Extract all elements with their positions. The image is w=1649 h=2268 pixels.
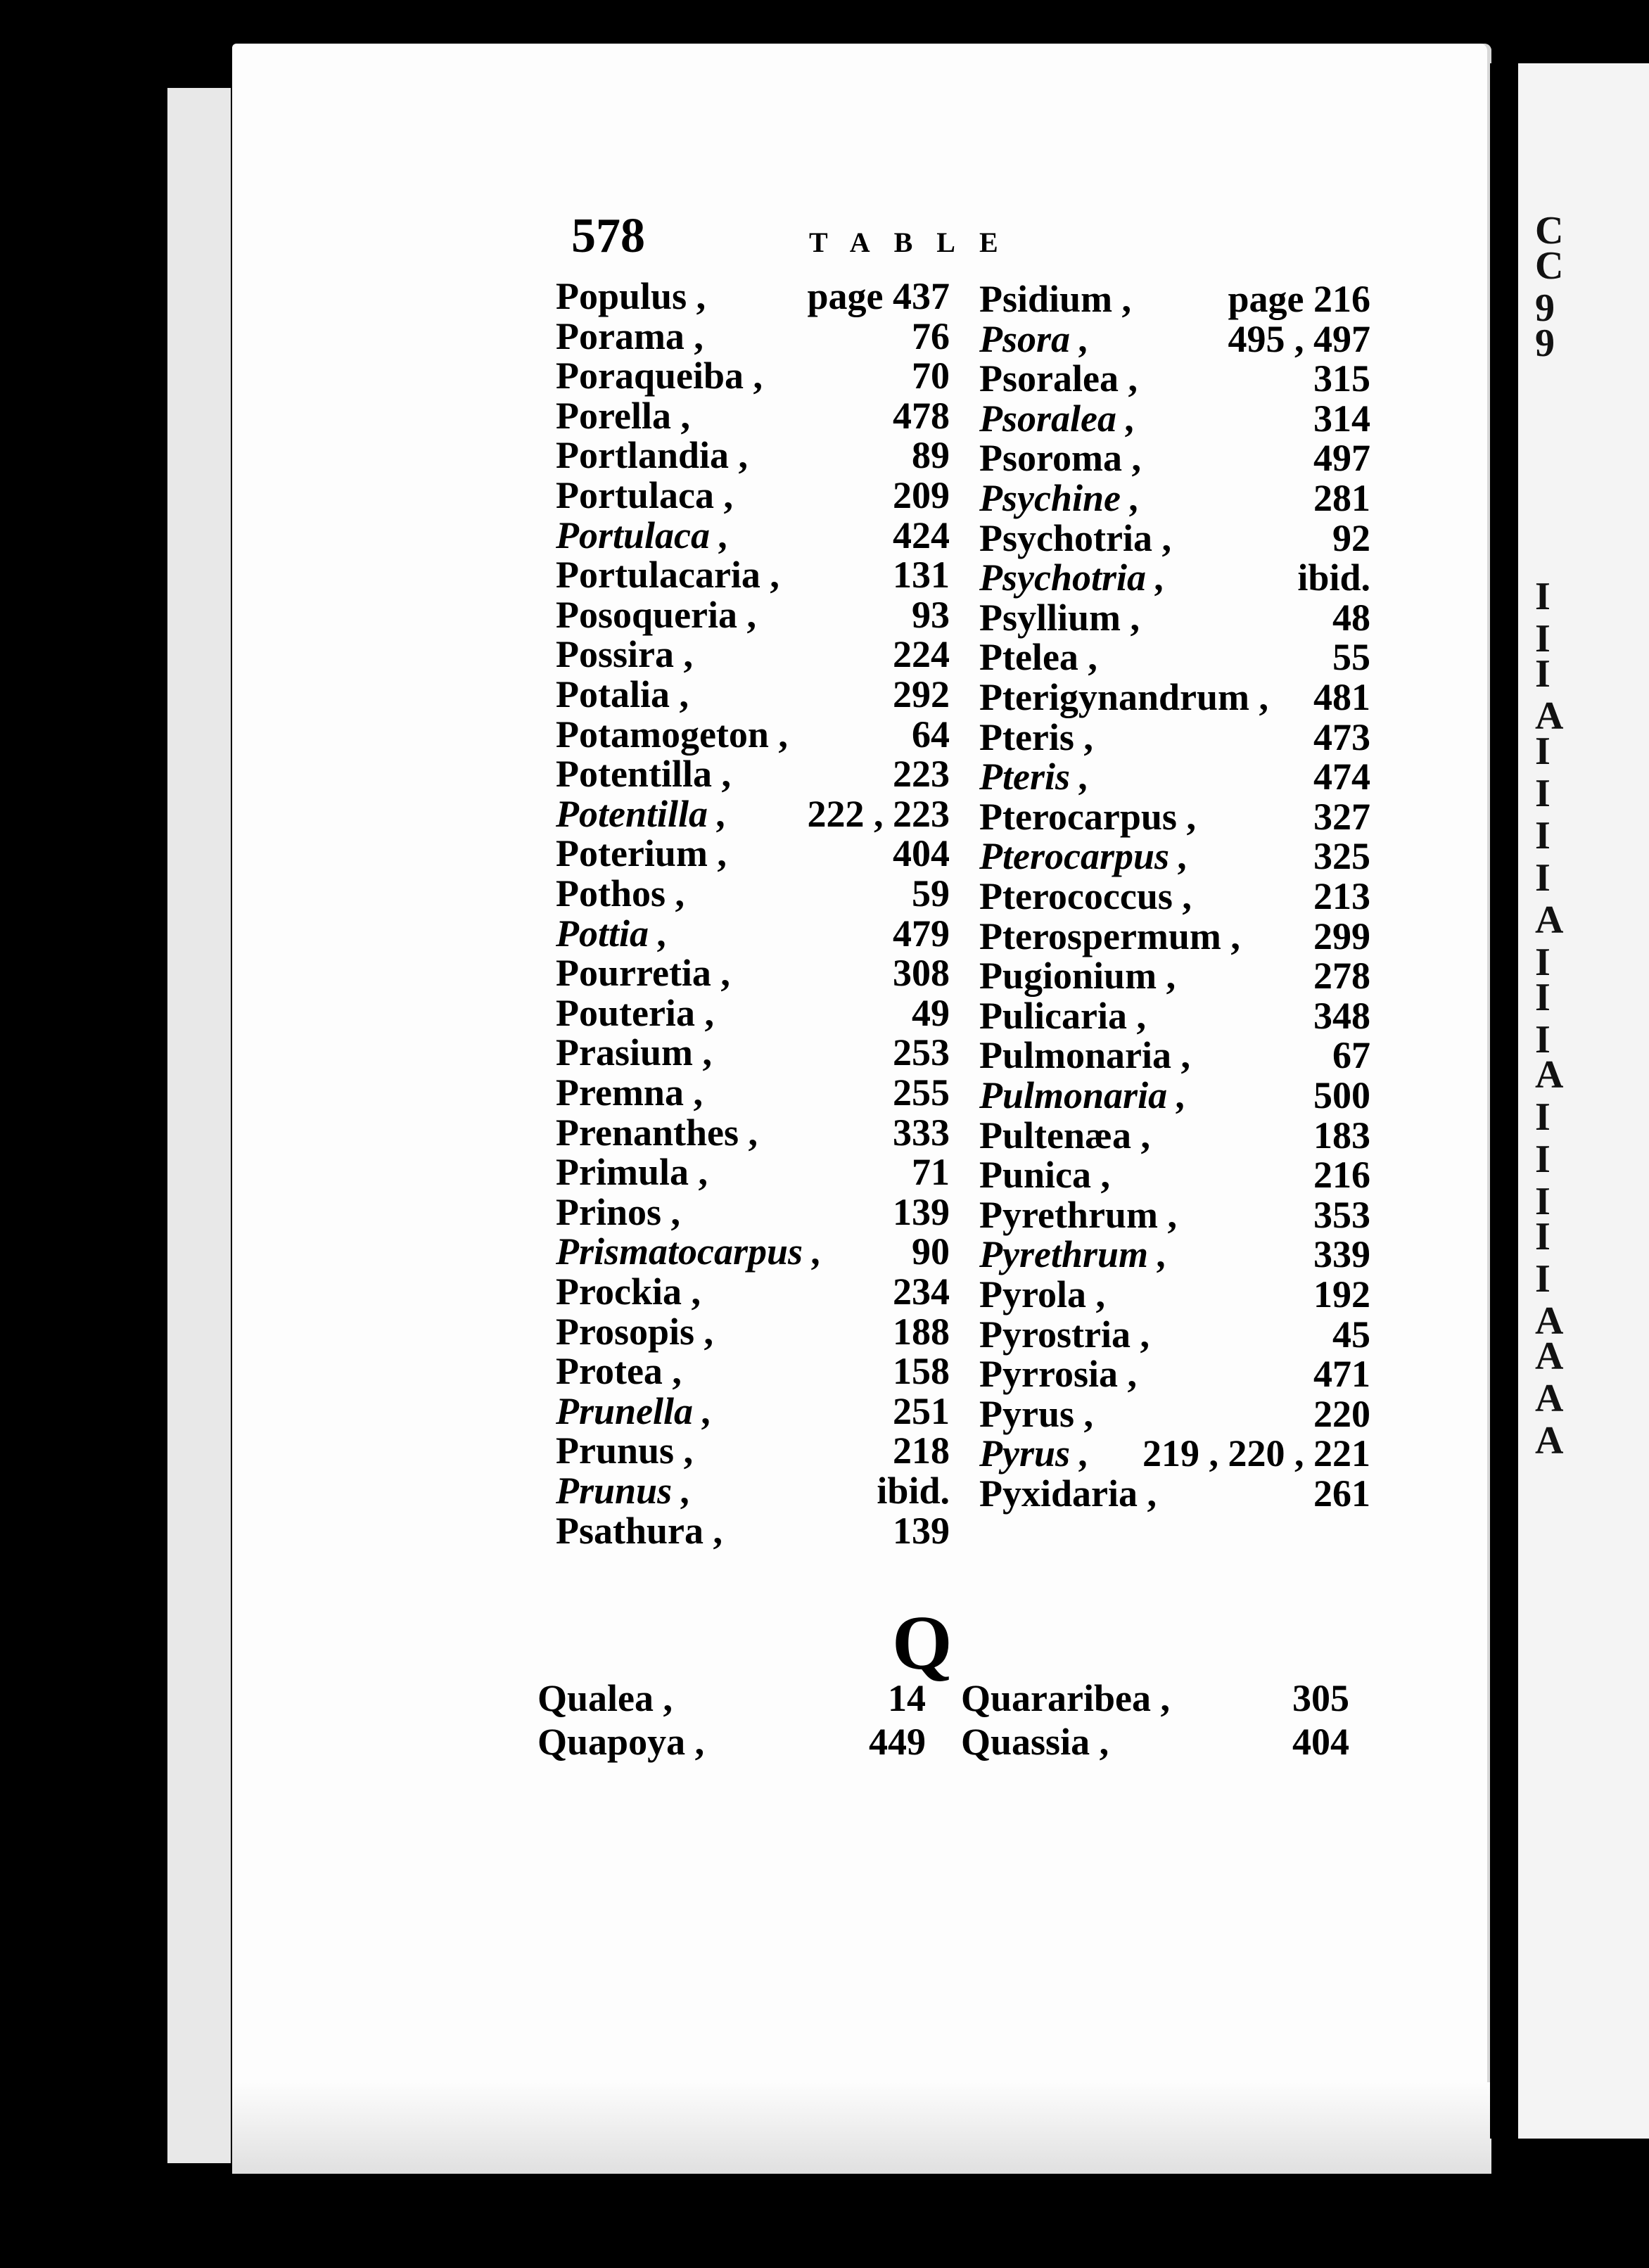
facing-page-fragment: I bbox=[1535, 976, 1551, 1019]
entry-name: Punica , bbox=[979, 1154, 1111, 1197]
facing-page-fragment: I bbox=[1535, 941, 1551, 984]
index-entry bbox=[979, 1234, 1370, 1275]
index-entry bbox=[556, 276, 950, 317]
entry-page: 209 bbox=[893, 474, 950, 516]
entry-name: Pottia , bbox=[556, 912, 668, 955]
facing-page-fragment: A bbox=[1535, 898, 1564, 942]
entry-page: 474 bbox=[1313, 756, 1370, 798]
entry-page: 251 bbox=[893, 1389, 950, 1432]
entry-name: Premna , bbox=[556, 1071, 703, 1114]
entry-name: Pterospermum , bbox=[979, 915, 1240, 957]
entry-name: Pourretia , bbox=[556, 952, 730, 995]
index-entry bbox=[979, 279, 1370, 319]
entry-name: Pyrethrum , bbox=[979, 1233, 1168, 1276]
index-entry bbox=[556, 993, 950, 1033]
entry-page: 424 bbox=[893, 514, 950, 556]
entry-name: Qualea , bbox=[537, 1677, 673, 1719]
entry-page: 478 bbox=[893, 394, 950, 437]
entry-name: Psoralea , bbox=[979, 357, 1138, 400]
index-entry bbox=[979, 1075, 1370, 1116]
entry-name: Prismatocarpus , bbox=[556, 1230, 822, 1273]
index-entry bbox=[556, 1510, 950, 1551]
entry-page: 339 bbox=[1313, 1233, 1370, 1276]
entry-name: Pyrus , bbox=[979, 1392, 1093, 1435]
index-entry bbox=[556, 1152, 950, 1192]
index-entry bbox=[979, 836, 1370, 877]
index-entry bbox=[979, 358, 1370, 399]
index-entry bbox=[556, 435, 950, 476]
entry-name: Prunella , bbox=[556, 1389, 713, 1432]
index-entry bbox=[556, 634, 950, 675]
entry-page: 93 bbox=[912, 593, 950, 636]
entry-page: 333 bbox=[893, 1111, 950, 1154]
entry-name: Protea , bbox=[556, 1350, 682, 1393]
index-entry bbox=[556, 1032, 950, 1073]
entry-name: Psychotria , bbox=[979, 556, 1165, 599]
entry-page: 131 bbox=[893, 554, 950, 597]
entry-name: Portlandia , bbox=[556, 434, 749, 477]
facing-page-fragment: I bbox=[1535, 1215, 1551, 1259]
index-entry bbox=[979, 1194, 1370, 1235]
entry-name: Prosopis , bbox=[556, 1310, 714, 1353]
facing-page-fragment: I bbox=[1535, 1180, 1551, 1223]
facing-page-fragment: I bbox=[1535, 730, 1551, 773]
index-entry bbox=[556, 794, 950, 834]
entry-page: 353 bbox=[1313, 1193, 1370, 1236]
index-entry bbox=[979, 518, 1370, 559]
index-entry bbox=[537, 1721, 926, 1762]
index-entry bbox=[979, 677, 1370, 718]
entry-page: 325 bbox=[1313, 835, 1370, 878]
entry-name: Quassia , bbox=[961, 1721, 1109, 1763]
facing-page-fragment: I bbox=[1535, 1018, 1551, 1062]
entry-page: 278 bbox=[1313, 955, 1370, 998]
entry-name: Pterocarpus , bbox=[979, 835, 1188, 878]
entry-name: Porama , bbox=[556, 314, 703, 357]
entry-name: Ptelea , bbox=[979, 636, 1097, 679]
entry-page: 92 bbox=[1332, 516, 1370, 559]
index-entry bbox=[556, 475, 950, 516]
entry-name: Poraqueiba , bbox=[556, 355, 763, 397]
facing-page-fragment: A bbox=[1535, 1299, 1564, 1343]
index-entry bbox=[556, 1271, 950, 1312]
entry-page: 224 bbox=[893, 633, 950, 676]
entry-name: Psora , bbox=[979, 317, 1090, 360]
entry-page: 219 , 220 , 221 bbox=[1142, 1432, 1370, 1475]
index-entry bbox=[537, 1678, 926, 1719]
entry-name: Pothos , bbox=[556, 872, 685, 915]
entry-name: Psathura , bbox=[556, 1509, 723, 1552]
index-entry bbox=[979, 955, 1370, 996]
entry-page: 234 bbox=[893, 1270, 950, 1313]
entry-page: page 437 bbox=[807, 275, 950, 317]
index-entry bbox=[979, 398, 1370, 439]
index-entry bbox=[556, 1192, 950, 1232]
entry-name: Possira , bbox=[556, 633, 693, 676]
facing-page-fragment: I bbox=[1535, 617, 1551, 661]
entry-name: Pteris , bbox=[979, 715, 1093, 758]
entry-page: 314 bbox=[1313, 397, 1370, 440]
entry-name: Pulmonaria , bbox=[979, 1034, 1191, 1077]
facing-page-fragment: I bbox=[1535, 814, 1551, 858]
index-entry bbox=[556, 1072, 950, 1113]
entry-name: Prunus , bbox=[556, 1470, 692, 1512]
entry-page: 48 bbox=[1332, 596, 1370, 639]
entry-page: 495 , 497 bbox=[1228, 317, 1370, 360]
index-entry bbox=[556, 594, 950, 635]
index-entry bbox=[979, 717, 1370, 758]
entry-name: Pterocarpus , bbox=[979, 795, 1196, 838]
entry-page: 220 bbox=[1313, 1392, 1370, 1435]
facing-page-fragment: 9 bbox=[1535, 286, 1555, 330]
index-entry bbox=[979, 637, 1370, 677]
entry-name: Quararibea , bbox=[961, 1677, 1170, 1719]
index-entry bbox=[979, 1433, 1370, 1474]
entry-page: 158 bbox=[893, 1350, 950, 1393]
book-gutter bbox=[1490, 63, 1518, 2139]
entry-page: 327 bbox=[1313, 795, 1370, 838]
index-entry bbox=[556, 714, 950, 755]
entry-name: Portulaca , bbox=[556, 474, 733, 516]
index-entry bbox=[556, 554, 950, 595]
entry-name: Psyllium , bbox=[979, 596, 1140, 639]
entry-page: 213 bbox=[1313, 875, 1370, 917]
entry-name: Pterigynandrum , bbox=[979, 676, 1268, 718]
entry-name: Prockia , bbox=[556, 1270, 701, 1313]
index-entry bbox=[961, 1721, 1349, 1762]
facing-page-fragment: A bbox=[1535, 694, 1564, 738]
entry-name: Pyrostria , bbox=[979, 1313, 1150, 1356]
facing-page-fragment: I bbox=[1535, 575, 1551, 618]
entry-name: Portulaca , bbox=[556, 514, 730, 556]
page-heading: TABLE bbox=[809, 227, 1022, 258]
entry-name: Pulicaria , bbox=[979, 994, 1146, 1037]
index-entry bbox=[556, 1351, 950, 1391]
index-entry bbox=[979, 319, 1370, 359]
index-entry bbox=[556, 395, 950, 436]
facing-page-fragment: A bbox=[1535, 1053, 1564, 1097]
entry-page: 64 bbox=[912, 713, 950, 756]
entry-page: ibid. bbox=[877, 1470, 950, 1512]
facing-page-fragment: I bbox=[1535, 856, 1551, 900]
entry-page: 139 bbox=[893, 1190, 950, 1233]
facing-page-fragment: I bbox=[1535, 652, 1551, 696]
entry-page: 139 bbox=[893, 1509, 950, 1552]
entry-page: 253 bbox=[893, 1031, 950, 1074]
entry-name: Pyrus , bbox=[979, 1432, 1090, 1475]
index-entry bbox=[979, 1473, 1370, 1514]
index-entry bbox=[556, 833, 950, 874]
index-entry bbox=[556, 316, 950, 357]
entry-page: 404 bbox=[1292, 1721, 1349, 1763]
entry-page: 45 bbox=[1332, 1313, 1370, 1356]
index-entry bbox=[979, 557, 1370, 598]
entry-page: 76 bbox=[912, 314, 950, 357]
entry-page: 14 bbox=[888, 1677, 926, 1719]
index-entry bbox=[556, 515, 950, 556]
page-bottom-shadow bbox=[232, 2082, 1491, 2174]
entry-name: Psoralea , bbox=[979, 397, 1135, 440]
entry-name: Prinos , bbox=[556, 1190, 681, 1233]
entry-name: Primula , bbox=[556, 1151, 708, 1194]
entry-name: Porella , bbox=[556, 394, 690, 437]
index-entry bbox=[556, 1311, 950, 1352]
index-entry bbox=[979, 916, 1370, 957]
entry-page: 479 bbox=[893, 912, 950, 955]
index-entry bbox=[979, 1314, 1370, 1355]
entry-page: 192 bbox=[1313, 1273, 1370, 1315]
entry-name: Populus , bbox=[556, 275, 706, 317]
entry-name: Pyrrosia , bbox=[979, 1353, 1137, 1396]
index-entry bbox=[979, 478, 1370, 518]
entry-name: Pyrola , bbox=[979, 1273, 1105, 1315]
entry-page: page 216 bbox=[1228, 278, 1370, 320]
entry-page: 183 bbox=[1313, 1114, 1370, 1157]
index-entry bbox=[979, 995, 1370, 1036]
index-entry bbox=[979, 1035, 1370, 1076]
index-entry bbox=[556, 753, 950, 794]
entry-page: 261 bbox=[1313, 1472, 1370, 1515]
index-entry bbox=[979, 1394, 1370, 1434]
book-edge bbox=[167, 88, 231, 2163]
entry-name: Pteris , bbox=[979, 756, 1089, 798]
index-entry bbox=[556, 1470, 950, 1511]
entry-page: 481 bbox=[1313, 676, 1370, 718]
entry-page: ibid. bbox=[1297, 556, 1370, 599]
index-entry bbox=[979, 876, 1370, 917]
entry-page: 292 bbox=[893, 673, 950, 715]
facing-page bbox=[1518, 63, 1649, 2139]
entry-page: 70 bbox=[912, 355, 950, 397]
entry-page: 49 bbox=[912, 991, 950, 1034]
entry-name: Psychotria , bbox=[979, 516, 1171, 559]
index-entry bbox=[556, 913, 950, 954]
entry-page: 308 bbox=[893, 952, 950, 995]
entry-name: Pyxidaria , bbox=[979, 1472, 1157, 1515]
entry-page: 348 bbox=[1313, 994, 1370, 1037]
entry-name: Posoqueria , bbox=[556, 593, 757, 636]
entry-page: 216 bbox=[1313, 1154, 1370, 1197]
index-entry bbox=[979, 1154, 1370, 1195]
facing-page-fragment: A bbox=[1535, 1419, 1564, 1463]
facing-page-fragment: 9 bbox=[1535, 321, 1555, 365]
entry-page: 473 bbox=[1313, 715, 1370, 758]
index-entry bbox=[979, 756, 1370, 797]
entry-page: 497 bbox=[1313, 437, 1370, 480]
entry-name: Prasium , bbox=[556, 1031, 712, 1074]
entry-page: 281 bbox=[1313, 477, 1370, 519]
entry-name: Prunus , bbox=[556, 1429, 694, 1472]
index-entry bbox=[979, 1115, 1370, 1156]
entry-name: Pyrethrum , bbox=[979, 1193, 1177, 1236]
entry-name: Potentilla , bbox=[556, 792, 727, 835]
index-entry bbox=[556, 953, 950, 993]
index-entry bbox=[556, 1391, 950, 1432]
entry-name: Pultenæa , bbox=[979, 1114, 1150, 1157]
entry-name: Pouteria , bbox=[556, 991, 714, 1034]
entry-name: Psychine , bbox=[979, 477, 1140, 519]
index-entry bbox=[979, 1353, 1370, 1394]
entry-page: 67 bbox=[1332, 1034, 1370, 1077]
facing-page-fragment: C bbox=[1535, 209, 1564, 253]
entry-name: Potentilla , bbox=[556, 753, 731, 796]
entry-page: 305 bbox=[1292, 1677, 1349, 1719]
index-entry bbox=[979, 438, 1370, 478]
entry-page: 255 bbox=[893, 1071, 950, 1114]
entry-page: 89 bbox=[912, 434, 950, 477]
entry-name: Quapoya , bbox=[537, 1721, 705, 1763]
facing-page-fragment: I bbox=[1535, 1257, 1551, 1301]
facing-page-fragment: I bbox=[1535, 1138, 1551, 1181]
index-entry bbox=[979, 1274, 1370, 1315]
facing-page-fragment: A bbox=[1535, 1334, 1564, 1378]
entry-name: Prenanthes , bbox=[556, 1111, 758, 1154]
entry-page: 90 bbox=[912, 1230, 950, 1273]
index-entry bbox=[979, 796, 1370, 837]
entry-name: Poterium , bbox=[556, 832, 727, 875]
facing-page-fragment: I bbox=[1535, 1095, 1551, 1139]
index-entry bbox=[556, 1112, 950, 1153]
index-entry bbox=[556, 1231, 950, 1272]
entry-name: Portulacaria , bbox=[556, 554, 779, 597]
entry-page: 188 bbox=[893, 1310, 950, 1353]
entry-name: Pulmonaria , bbox=[979, 1074, 1187, 1116]
page-number: 578 bbox=[571, 209, 645, 263]
index-entry bbox=[961, 1678, 1349, 1719]
entry-page: 59 bbox=[912, 872, 950, 915]
entry-name: Psidium , bbox=[979, 278, 1132, 320]
entry-page: 223 bbox=[893, 753, 950, 796]
entry-page: 404 bbox=[893, 832, 950, 875]
facing-page-fragment: C bbox=[1535, 244, 1564, 288]
entry-page: 471 bbox=[1313, 1353, 1370, 1396]
index-entry bbox=[556, 873, 950, 914]
entry-name: Potamogeton , bbox=[556, 713, 788, 756]
section-letter: Q bbox=[892, 1600, 953, 1686]
index-entry bbox=[556, 1430, 950, 1471]
entry-page: 71 bbox=[912, 1151, 950, 1194]
entry-name: Potalia , bbox=[556, 673, 689, 715]
index-entry bbox=[979, 597, 1370, 638]
entry-page: 315 bbox=[1313, 357, 1370, 400]
entry-name: Pugionium , bbox=[979, 955, 1176, 998]
entry-name: Pterococcus , bbox=[979, 875, 1192, 917]
facing-page-fragment: A bbox=[1535, 1377, 1564, 1420]
entry-name: Psoroma , bbox=[979, 437, 1141, 480]
entry-page: 222 , 223 bbox=[807, 792, 950, 835]
facing-page-fragment: I bbox=[1535, 772, 1551, 815]
index-entry bbox=[556, 355, 950, 396]
entry-page: 299 bbox=[1313, 915, 1370, 957]
entry-page: 449 bbox=[869, 1721, 926, 1763]
entry-page: 500 bbox=[1313, 1074, 1370, 1116]
entry-page: 55 bbox=[1332, 636, 1370, 679]
index-entry bbox=[556, 674, 950, 715]
entry-page: 218 bbox=[893, 1429, 950, 1472]
